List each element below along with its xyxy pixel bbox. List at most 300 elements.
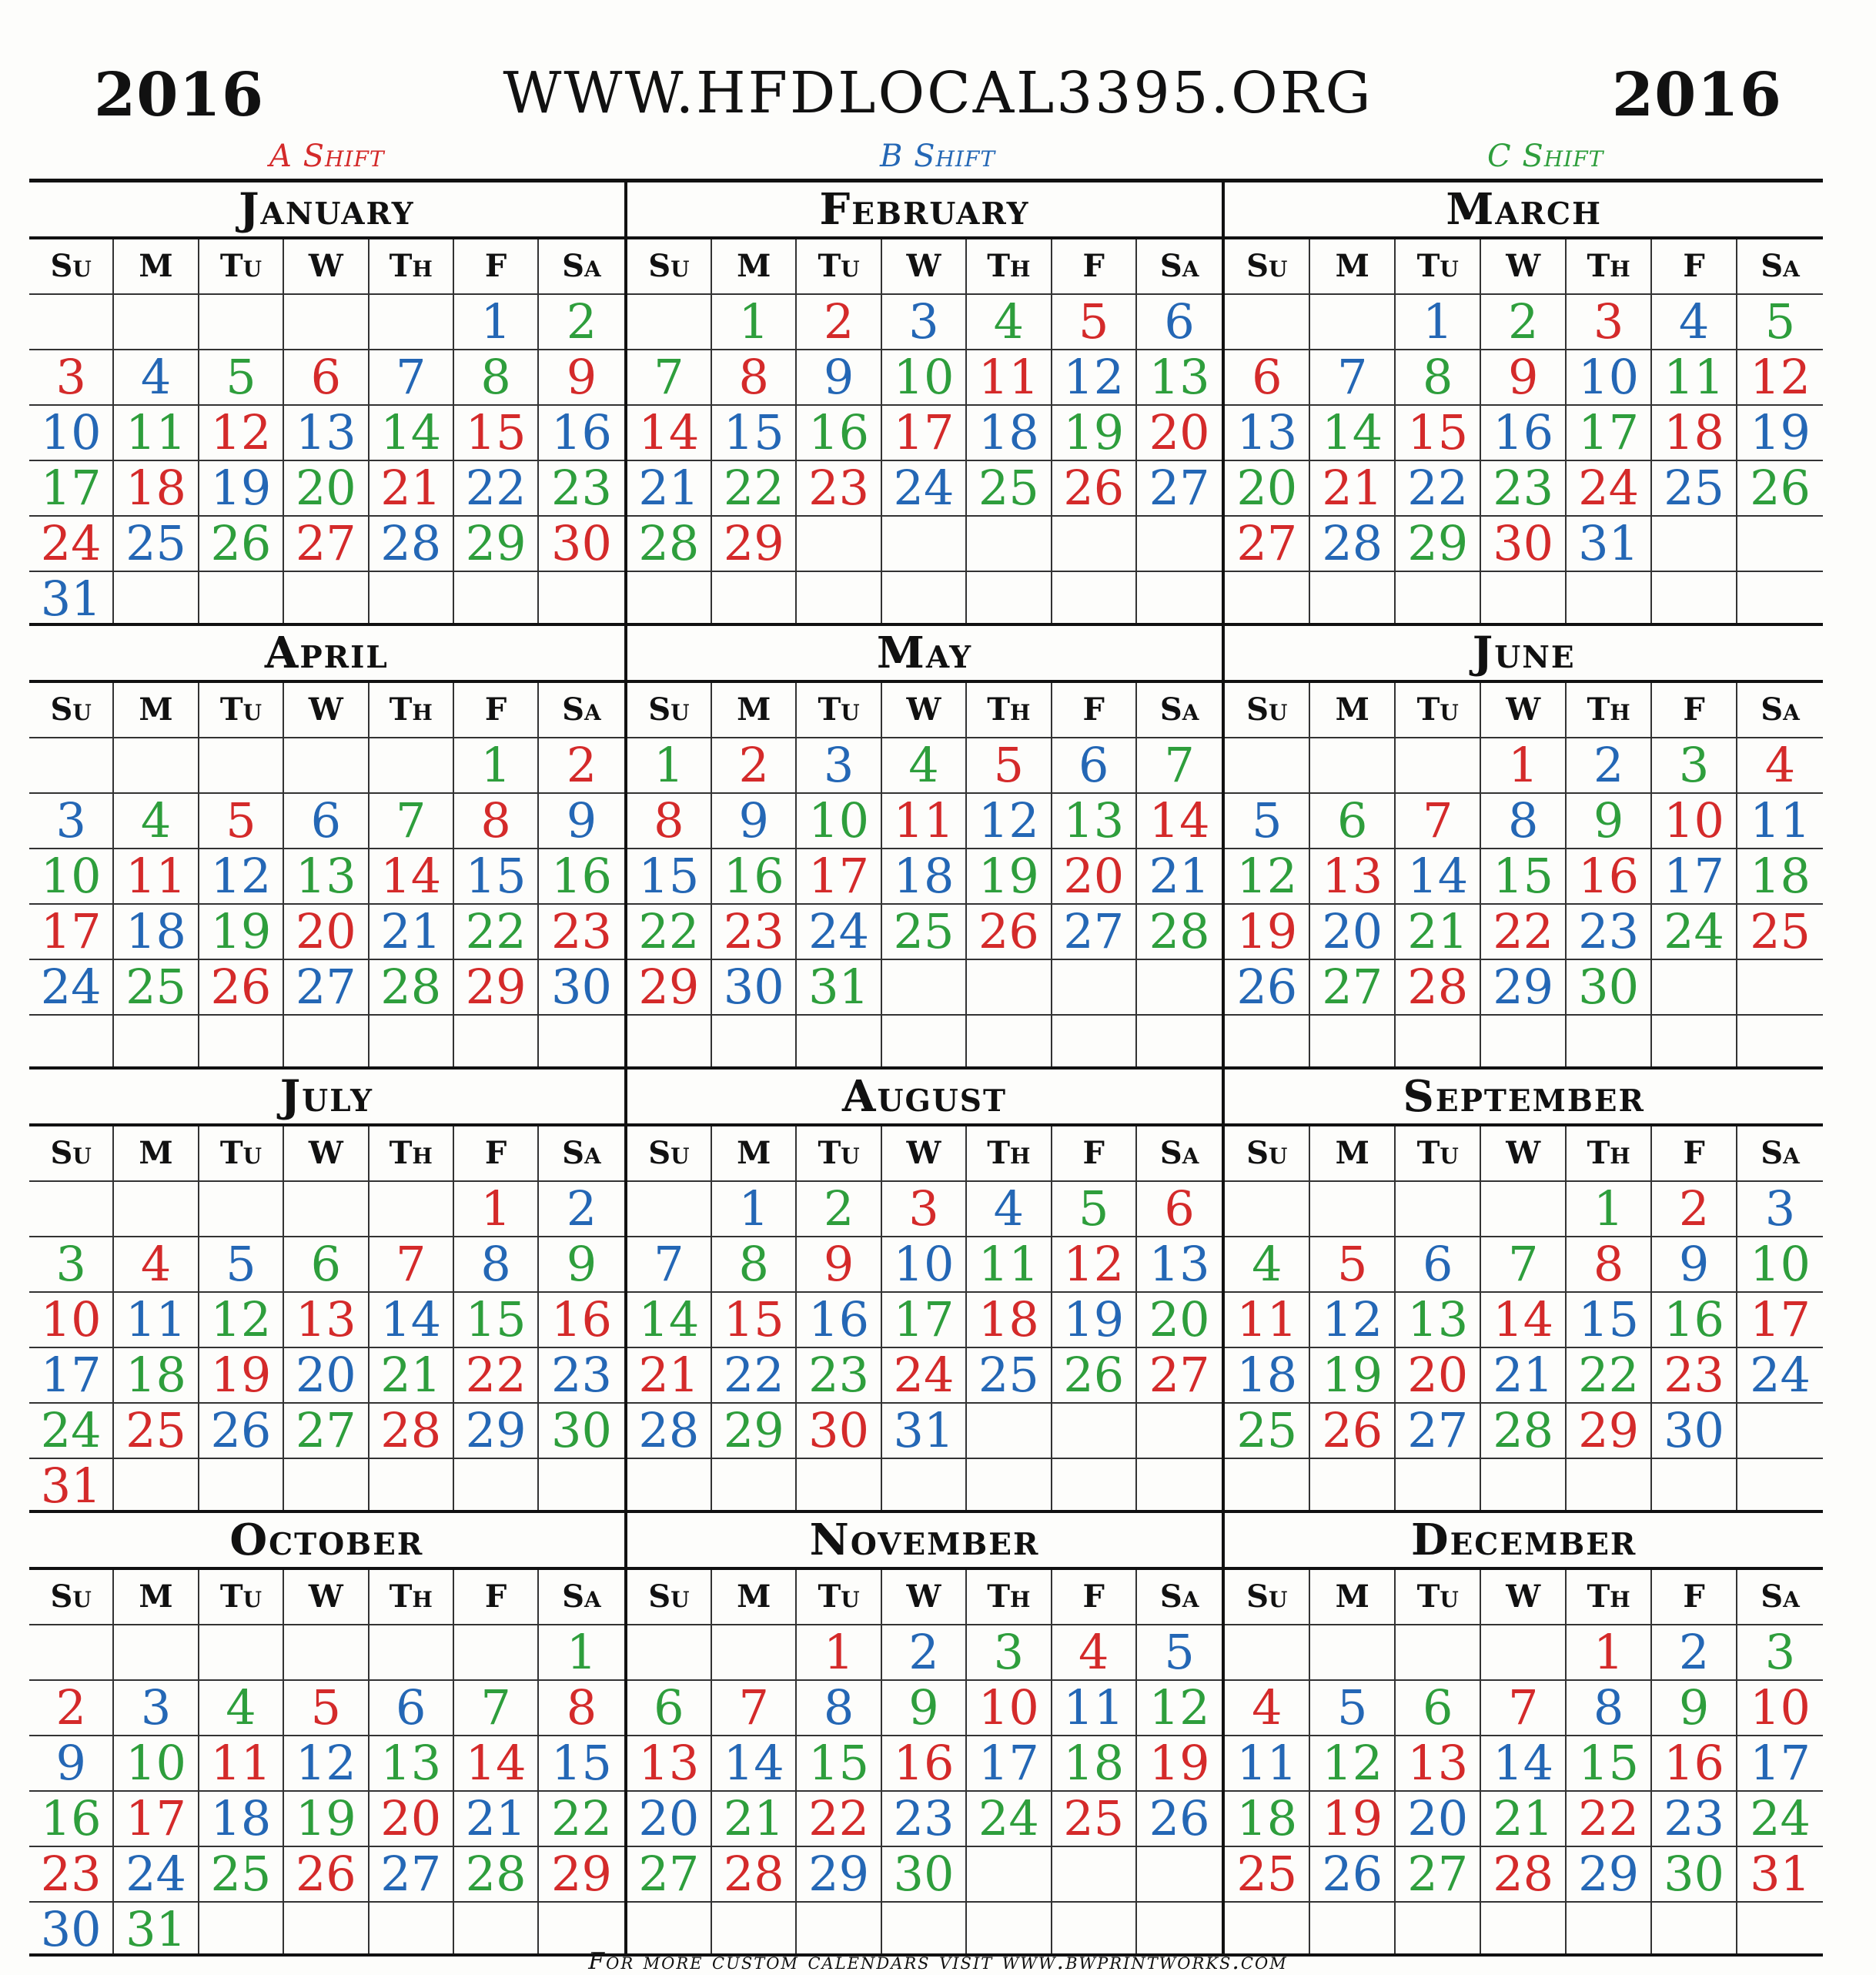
weekday-header: Su: [1225, 1126, 1310, 1182]
weekday-header: Sa: [1737, 1570, 1823, 1625]
empty-day-cell: [1310, 295, 1396, 350]
day-cell: 2: [539, 738, 624, 794]
day-cell: 21: [454, 1792, 539, 1847]
day-cell: 26: [1052, 461, 1137, 517]
empty-day-cell: [284, 1182, 369, 1237]
empty-day-cell: [539, 1459, 624, 1513]
day-cell: 9: [797, 350, 881, 406]
empty-day-cell: [29, 1182, 114, 1237]
empty-day-cell: [370, 1459, 454, 1513]
day-cell: 27: [1310, 960, 1396, 1016]
day-cell: 22: [1481, 905, 1567, 960]
day-cell: 16: [539, 1293, 624, 1348]
weekday-header: Th: [1567, 1126, 1652, 1182]
day-cell: 21: [1310, 461, 1396, 517]
empty-day-cell: [1310, 1459, 1396, 1513]
day-cell: 7: [370, 1237, 454, 1293]
day-cell: 11: [1737, 794, 1823, 849]
empty-day-cell: [1137, 960, 1222, 1016]
weekday-header: M: [712, 1570, 797, 1625]
day-cell: 14: [627, 1293, 712, 1348]
day-cell: 4: [967, 1182, 1052, 1237]
day-cell: 19: [199, 905, 284, 960]
empty-day-cell: [114, 1016, 199, 1070]
day-cell: 28: [1396, 960, 1481, 1016]
day-cell: 10: [29, 1293, 114, 1348]
day-cell: 6: [1225, 350, 1310, 406]
empty-day-cell: [1225, 295, 1310, 350]
day-cell: 10: [1567, 350, 1652, 406]
empty-day-cell: [967, 517, 1052, 572]
weekday-header: M: [114, 1126, 199, 1182]
day-cell: 3: [1737, 1625, 1823, 1681]
day-cell: 19: [1052, 406, 1137, 461]
day-cell: 28: [627, 1404, 712, 1459]
day-cell: 30: [1567, 960, 1652, 1016]
day-cell: 4: [1737, 738, 1823, 794]
month-day-grid: [627, 1570, 1222, 1957]
weekday-header: M: [1310, 1126, 1396, 1182]
month-day-grid: [29, 1570, 624, 1957]
empty-day-cell: [370, 295, 454, 350]
day-cell: 17: [29, 1348, 114, 1404]
month-october: [29, 1513, 627, 1957]
month-title: August: [627, 1070, 1222, 1126]
day-cell: 1: [797, 1625, 881, 1681]
weekday-header: M: [712, 683, 797, 738]
day-cell: 15: [712, 406, 797, 461]
day-cell: 12: [1052, 350, 1137, 406]
empty-day-cell: [1137, 1459, 1222, 1513]
day-cell: 7: [1310, 350, 1396, 406]
day-cell: 13: [284, 849, 369, 905]
day-cell: 28: [1481, 1404, 1567, 1459]
day-cell: 26: [1137, 1792, 1222, 1847]
day-cell: 17: [1737, 1293, 1823, 1348]
empty-day-cell: [1310, 1016, 1396, 1070]
empty-day-cell: [114, 1625, 199, 1681]
day-cell: 22: [712, 1348, 797, 1404]
day-cell: 1: [454, 295, 539, 350]
calendar-header: [0, 0, 1876, 177]
day-cell: 28: [370, 960, 454, 1016]
day-cell: 5: [1052, 1182, 1137, 1237]
weekday-header: Th: [370, 683, 454, 738]
empty-day-cell: [1567, 572, 1652, 626]
day-cell: 15: [712, 1293, 797, 1348]
weekday-header: Tu: [797, 1570, 881, 1625]
weekday-header: Su: [627, 1570, 712, 1625]
day-cell: 3: [1567, 295, 1652, 350]
empty-day-cell: [1652, 517, 1737, 572]
day-cell: 3: [114, 1681, 199, 1736]
day-cell: 15: [1567, 1736, 1652, 1792]
day-cell: 3: [967, 1625, 1052, 1681]
empty-day-cell: [797, 572, 881, 626]
day-cell: 16: [797, 1293, 881, 1348]
day-cell: 19: [284, 1792, 369, 1847]
empty-day-cell: [284, 295, 369, 350]
day-cell: 19: [1225, 905, 1310, 960]
day-cell: 14: [627, 406, 712, 461]
weekday-header: Tu: [1396, 1126, 1481, 1182]
empty-day-cell: [1652, 960, 1737, 1016]
day-cell: 18: [199, 1792, 284, 1847]
empty-day-cell: [454, 1016, 539, 1070]
empty-day-cell: [797, 1016, 881, 1070]
month-day-grid: [1225, 239, 1823, 626]
day-cell: 29: [454, 960, 539, 1016]
day-cell: 28: [627, 517, 712, 572]
weekday-header: Tu: [199, 1570, 284, 1625]
day-cell: 22: [454, 461, 539, 517]
empty-day-cell: [797, 517, 881, 572]
empty-day-cell: [1481, 1625, 1567, 1681]
day-cell: 13: [1052, 794, 1137, 849]
day-cell: 8: [712, 1237, 797, 1293]
day-cell: 17: [967, 1736, 1052, 1792]
empty-day-cell: [1225, 738, 1310, 794]
empty-day-cell: [882, 572, 967, 626]
site-url: WWW.HFDLOCAL3395.ORG: [503, 60, 1373, 126]
day-cell: 11: [114, 406, 199, 461]
month-day-grid: [1225, 1126, 1823, 1513]
day-cell: 11: [1225, 1293, 1310, 1348]
day-cell: 21: [1481, 1348, 1567, 1404]
day-cell: 6: [1137, 1182, 1222, 1237]
day-cell: 27: [1137, 461, 1222, 517]
weekday-header: Sa: [1137, 239, 1222, 295]
weekday-header: F: [1652, 1126, 1737, 1182]
day-cell: 10: [1737, 1237, 1823, 1293]
day-cell: 12: [1137, 1681, 1222, 1736]
day-cell: 3: [1737, 1182, 1823, 1237]
month-day-grid: [627, 683, 1222, 1070]
year-left: 2016: [94, 60, 265, 130]
day-cell: 10: [882, 350, 967, 406]
weekday-header: Sa: [1137, 1570, 1222, 1625]
day-cell: 20: [1052, 849, 1137, 905]
empty-day-cell: [1225, 1016, 1310, 1070]
day-cell: 23: [1567, 905, 1652, 960]
day-cell: 15: [1481, 849, 1567, 905]
day-cell: 20: [1137, 406, 1222, 461]
day-cell: 26: [1310, 1404, 1396, 1459]
day-cell: 21: [1396, 905, 1481, 960]
day-cell: 9: [539, 350, 624, 406]
day-cell: 10: [967, 1681, 1052, 1736]
day-cell: 15: [1567, 1293, 1652, 1348]
day-cell: 29: [627, 960, 712, 1016]
weekday-header: F: [454, 1126, 539, 1182]
empty-day-cell: [1652, 572, 1737, 626]
day-cell: 15: [1396, 406, 1481, 461]
weekday-header: Sa: [539, 683, 624, 738]
empty-day-cell: [1481, 1182, 1567, 1237]
empty-day-cell: [1737, 572, 1823, 626]
day-cell: 9: [712, 794, 797, 849]
day-cell: 6: [1052, 738, 1137, 794]
day-cell: 20: [1310, 905, 1396, 960]
shift-c-label: C Shift: [1487, 139, 1604, 174]
month-day-grid: [29, 1126, 624, 1513]
day-cell: 6: [1396, 1237, 1481, 1293]
weekday-header: Su: [29, 239, 114, 295]
day-cell: 3: [29, 794, 114, 849]
day-cell: 21: [627, 461, 712, 517]
day-cell: 28: [1310, 517, 1396, 572]
empty-day-cell: [29, 295, 114, 350]
day-cell: 5: [199, 1237, 284, 1293]
empty-day-cell: [114, 572, 199, 626]
day-cell: 8: [1396, 350, 1481, 406]
empty-day-cell: [284, 572, 369, 626]
empty-day-cell: [967, 1847, 1052, 1903]
day-cell: 28: [1481, 1847, 1567, 1903]
day-cell: 11: [1652, 350, 1737, 406]
day-cell: 12: [1310, 1736, 1396, 1792]
day-cell: 7: [712, 1681, 797, 1736]
empty-day-cell: [199, 1459, 284, 1513]
day-cell: 25: [1225, 1404, 1310, 1459]
day-cell: 12: [199, 406, 284, 461]
empty-day-cell: [284, 1016, 369, 1070]
weekday-header: Tu: [797, 1126, 881, 1182]
day-cell: 23: [797, 1348, 881, 1404]
empty-day-cell: [1310, 1182, 1396, 1237]
weekday-header: W: [1481, 1126, 1567, 1182]
empty-day-cell: [967, 1404, 1052, 1459]
weekday-header: Th: [967, 1570, 1052, 1625]
weekday-header: Tu: [1396, 683, 1481, 738]
day-cell: 17: [114, 1792, 199, 1847]
day-cell: 1: [712, 1182, 797, 1237]
month-title: February: [627, 182, 1222, 239]
weekday-header: Tu: [1396, 1570, 1481, 1625]
day-cell: 26: [1310, 1847, 1396, 1903]
day-cell: 31: [29, 1459, 114, 1513]
day-cell: 24: [882, 1348, 967, 1404]
empty-day-cell: [712, 1625, 797, 1681]
month-july: [29, 1070, 627, 1513]
empty-day-cell: [1052, 1847, 1137, 1903]
empty-day-cell: [370, 572, 454, 626]
day-cell: 6: [284, 794, 369, 849]
day-cell: 13: [1137, 1237, 1222, 1293]
day-cell: 16: [882, 1736, 967, 1792]
day-cell: 20: [284, 1348, 369, 1404]
day-cell: 18: [114, 1348, 199, 1404]
weekday-header: Su: [627, 683, 712, 738]
day-cell: 23: [539, 905, 624, 960]
day-cell: 10: [1737, 1681, 1823, 1736]
day-cell: 5: [1310, 1237, 1396, 1293]
day-cell: 2: [1481, 295, 1567, 350]
empty-day-cell: [114, 1182, 199, 1237]
day-cell: 8: [627, 794, 712, 849]
day-cell: 14: [370, 1293, 454, 1348]
day-cell: 4: [114, 794, 199, 849]
empty-day-cell: [1481, 1459, 1567, 1513]
day-cell: 18: [882, 849, 967, 905]
day-cell: 19: [1737, 406, 1823, 461]
day-cell: 5: [199, 350, 284, 406]
empty-day-cell: [454, 572, 539, 626]
day-cell: 16: [539, 849, 624, 905]
day-cell: 11: [882, 794, 967, 849]
day-cell: 23: [882, 1792, 967, 1847]
empty-day-cell: [539, 1016, 624, 1070]
day-cell: 19: [199, 461, 284, 517]
day-cell: 11: [1052, 1681, 1137, 1736]
month-day-grid: [29, 683, 624, 1070]
day-cell: 1: [539, 1625, 624, 1681]
day-cell: 15: [627, 849, 712, 905]
weekday-header: W: [284, 239, 369, 295]
day-cell: 12: [967, 794, 1052, 849]
weekday-header: M: [114, 683, 199, 738]
day-cell: 14: [1481, 1293, 1567, 1348]
weekday-header: Tu: [1396, 239, 1481, 295]
day-cell: 14: [454, 1736, 539, 1792]
empty-day-cell: [1137, 1016, 1222, 1070]
day-cell: 4: [114, 1237, 199, 1293]
empty-day-cell: [882, 1016, 967, 1070]
day-cell: 24: [1737, 1792, 1823, 1847]
day-cell: 23: [1652, 1348, 1737, 1404]
empty-day-cell: [797, 1459, 881, 1513]
weekday-header: F: [454, 239, 539, 295]
day-cell: 25: [114, 960, 199, 1016]
shift-b-label: B Shift: [880, 139, 996, 174]
day-cell: 31: [882, 1404, 967, 1459]
weekday-header: Tu: [199, 1126, 284, 1182]
day-cell: 25: [1737, 905, 1823, 960]
day-cell: 9: [539, 1237, 624, 1293]
day-cell: 30: [712, 960, 797, 1016]
day-cell: 12: [199, 849, 284, 905]
day-cell: 22: [454, 1348, 539, 1404]
day-cell: 3: [29, 1237, 114, 1293]
day-cell: 5: [284, 1681, 369, 1736]
day-cell: 30: [539, 1404, 624, 1459]
day-cell: 2: [797, 1182, 881, 1237]
day-cell: 10: [882, 1237, 967, 1293]
day-cell: 6: [370, 1681, 454, 1736]
day-cell: 16: [712, 849, 797, 905]
day-cell: 4: [1225, 1681, 1310, 1736]
month-title: March: [1225, 182, 1823, 239]
day-cell: 27: [1396, 1404, 1481, 1459]
day-cell: 15: [797, 1736, 881, 1792]
day-cell: 1: [1481, 738, 1567, 794]
weekday-header: Sa: [1137, 1126, 1222, 1182]
weekday-header: M: [1310, 1570, 1396, 1625]
day-cell: 8: [1567, 1237, 1652, 1293]
day-cell: 10: [29, 849, 114, 905]
empty-day-cell: [882, 517, 967, 572]
month-title: April: [29, 626, 624, 683]
day-cell: 30: [882, 1847, 967, 1903]
day-cell: 29: [454, 517, 539, 572]
day-cell: 13: [284, 406, 369, 461]
empty-day-cell: [712, 1016, 797, 1070]
weekday-header: F: [1652, 239, 1737, 295]
month-november: [627, 1513, 1226, 1957]
day-cell: 22: [1567, 1348, 1652, 1404]
day-cell: 6: [284, 350, 369, 406]
day-cell: 16: [1652, 1736, 1737, 1792]
day-cell: 30: [1481, 517, 1567, 572]
day-cell: 5: [1052, 295, 1137, 350]
day-cell: 2: [712, 738, 797, 794]
empty-day-cell: [1052, 1404, 1137, 1459]
weekday-header: Tu: [199, 683, 284, 738]
day-cell: 6: [627, 1681, 712, 1736]
month-title: December: [1225, 1513, 1823, 1570]
empty-day-cell: [454, 1625, 539, 1681]
day-cell: 22: [712, 461, 797, 517]
weekday-header: F: [1052, 239, 1137, 295]
day-cell: 8: [1567, 1681, 1652, 1736]
day-cell: 27: [284, 960, 369, 1016]
day-cell: 8: [454, 794, 539, 849]
day-cell: 1: [627, 738, 712, 794]
day-cell: 2: [29, 1681, 114, 1736]
weekday-header: F: [454, 683, 539, 738]
day-cell: 1: [1396, 295, 1481, 350]
day-cell: 26: [199, 517, 284, 572]
day-cell: 18: [1737, 849, 1823, 905]
day-cell: 25: [967, 461, 1052, 517]
day-cell: 28: [712, 1847, 797, 1903]
day-cell: 24: [1652, 905, 1737, 960]
day-cell: 19: [1310, 1792, 1396, 1847]
day-cell: 2: [539, 295, 624, 350]
day-cell: 27: [1137, 1348, 1222, 1404]
day-cell: 19: [1310, 1348, 1396, 1404]
month-april: [29, 626, 627, 1070]
weekday-header: Su: [1225, 1570, 1310, 1625]
day-cell: 20: [1396, 1792, 1481, 1847]
day-cell: 22: [797, 1792, 881, 1847]
empty-day-cell: [882, 960, 967, 1016]
empty-day-cell: [627, 1625, 712, 1681]
day-cell: 18: [967, 1293, 1052, 1348]
weekday-header: Tu: [797, 239, 881, 295]
day-cell: 4: [1652, 295, 1737, 350]
empty-day-cell: [284, 1625, 369, 1681]
empty-day-cell: [29, 738, 114, 794]
day-cell: 4: [882, 738, 967, 794]
day-cell: 9: [1652, 1681, 1737, 1736]
day-cell: 5: [967, 738, 1052, 794]
day-cell: 4: [199, 1681, 284, 1736]
day-cell: 7: [1481, 1681, 1567, 1736]
empty-day-cell: [1310, 1625, 1396, 1681]
day-cell: 7: [370, 350, 454, 406]
day-cell: 24: [797, 905, 881, 960]
day-cell: 15: [454, 406, 539, 461]
day-cell: 29: [712, 1404, 797, 1459]
day-cell: 7: [627, 1237, 712, 1293]
day-cell: 27: [284, 1404, 369, 1459]
weekday-header: Th: [967, 683, 1052, 738]
day-cell: 1: [712, 295, 797, 350]
day-cell: 30: [1652, 1847, 1737, 1903]
empty-day-cell: [627, 1182, 712, 1237]
empty-day-cell: [1137, 1404, 1222, 1459]
